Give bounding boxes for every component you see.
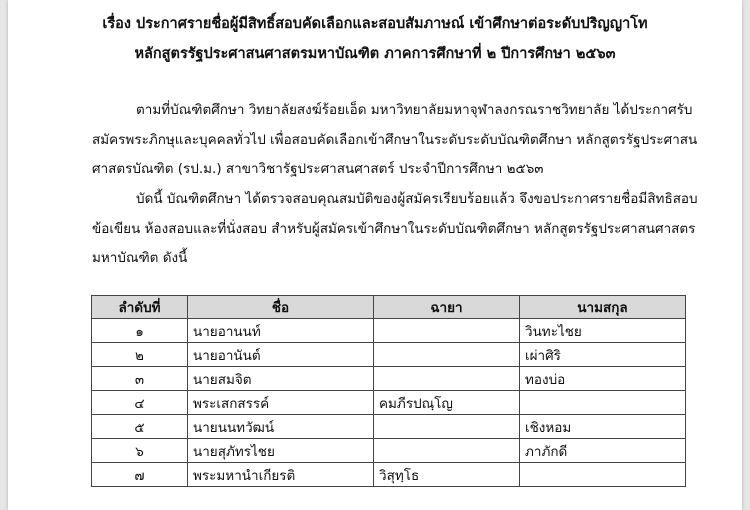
title-line-1: เรื่อง ประกาศรายชื่อผู้มีสิทธิ์สอบคัดเลือกและสอบสัมภาษณ์ เข้าศึกษาต่อระดับปริญญาโท	[102, 16, 648, 32]
cell-name: พระเสกสรรค์	[188, 391, 374, 415]
cell-name: นายนนทวัฒน์	[188, 415, 374, 439]
table-row	[92, 391, 686, 415]
cell-monastic-name: คมภีรปณฺโญ	[374, 391, 520, 415]
cell-monastic-name	[374, 319, 520, 343]
cell-order: ๒	[92, 343, 188, 367]
cell-surname: ภาภักดี	[520, 439, 686, 463]
title-line-2: หลักสูตรรัฐประศาสนศาสตรมหาบัณฑิต ภาคการศึกษาที่ ๒ ปีการศึกษา ๒๕๖๓	[134, 46, 616, 62]
header-order: ลำดับที่	[92, 296, 188, 319]
cell-name: นายอานนท์	[188, 319, 374, 343]
header-surname: นามสกุล	[520, 296, 686, 319]
cell-surname: เผ่าศิริ	[520, 343, 686, 367]
cell-monastic-name	[374, 367, 520, 391]
cell-name: นายสมจิต	[188, 367, 374, 391]
cell-order: ๕	[92, 415, 188, 439]
paragraph-2-line-3: มหาบัณฑิต ดังนี้	[92, 250, 188, 266]
cell-order: ๓	[92, 367, 188, 391]
cell-monastic-name	[374, 439, 520, 463]
cell-monastic-name	[374, 415, 520, 439]
cell-surname	[520, 391, 686, 415]
paragraph-1-line-1: ตามที่บัณฑิตศึกษา วิทยาลัยสงฆ์ร้อยเอ็ด มหาวิทยาลัยมหาจุฬาลงกรณราชวิทยาลัย ได้ประกาศรับ	[136, 102, 693, 118]
document-page	[8, 0, 742, 510]
cell-name: นายอานันต์	[188, 343, 374, 367]
paragraph-2-line-2: ข้อเขียน ห้องสอบและที่นั่งสอบ สำหรับผู้สมัครเข้าศึกษาในระดับบัณฑิตศึกษา หลักสูตรรัฐประศาสนศาสตร	[92, 221, 696, 237]
cell-order: ๑	[92, 319, 188, 343]
table-row	[92, 319, 686, 343]
cell-surname: วินทะไชย	[520, 319, 686, 343]
paragraph-1-line-2: สมัครพระภิกษุและบุคคลทั่วไป เพื่อสอบคัดเลือกเข้าศึกษาในระดับระดับบัณฑิตศึกษา หลักสูตรรัฐประศาสน	[92, 132, 698, 148]
paragraph-2-line-1: บัดนี้ บัณฑิตศึกษา ได้ตรวจสอบคุณสมบัติของผู้สมัครเรียบร้อยแล้ว จึงขอประกาศรายชื่อมีสิทธิสอบ	[136, 191, 698, 207]
header-name: ชื่อ	[188, 296, 374, 319]
table-row	[92, 439, 686, 463]
cell-surname	[520, 463, 686, 487]
table-row	[92, 415, 686, 439]
cell-monastic-name: วิสุทฺโธ	[374, 463, 520, 487]
cell-surname: เชิงหอม	[520, 415, 686, 439]
cell-monastic-name	[374, 343, 520, 367]
cell-order: ๖	[92, 439, 188, 463]
cell-name: นายสุภัทรไชย	[188, 439, 374, 463]
header-monastic-name: ฉายา	[374, 296, 520, 319]
cell-surname: ทองบ่อ	[520, 367, 686, 391]
cell-order: ๔	[92, 391, 188, 415]
cell-order: ๗	[92, 463, 188, 487]
applicant-table	[91, 295, 686, 487]
table-row	[92, 343, 686, 367]
table-row	[92, 463, 686, 487]
table-row	[92, 367, 686, 391]
table-header-row	[92, 296, 686, 319]
cell-name: พระมหานำเกียรติ	[188, 463, 374, 487]
paragraph-1-line-3: ศาสตรบัณฑิต (รป.ม.) สาขาวิชารัฐประศาสนศาสตร์ ประจำปีการศึกษา ๒๕๖๓	[92, 161, 544, 177]
